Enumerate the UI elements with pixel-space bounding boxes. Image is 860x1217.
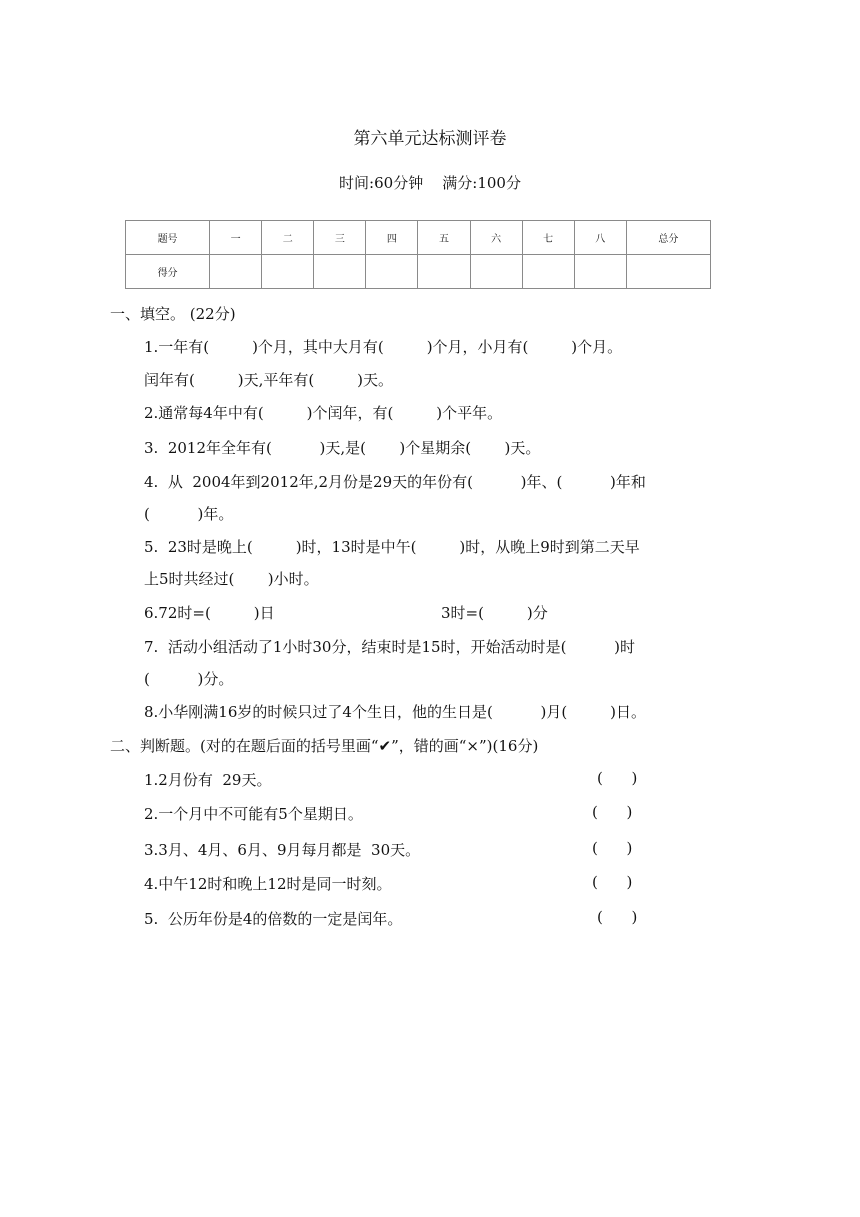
question-5-line-1: 5. 23时是晚上( )时，13时是中午( )时，从晚上9时到第二天早 — [144, 538, 640, 556]
question-8: 8.小华刚满16岁的时候只过了4个生日，他的生日是( )月( )日。 — [144, 703, 646, 721]
question-1-line-2: 闰年有( )天,平年有( )天。 — [144, 371, 394, 389]
score-table-score-row — [126, 255, 711, 289]
score-cell — [522, 255, 574, 289]
score-cell — [366, 255, 418, 289]
header-cell: 五 — [418, 221, 470, 255]
header-cell: 三 — [314, 221, 366, 255]
header-cell: 一 — [210, 221, 262, 255]
question-3: 3. 2012年全年有( )天,是( )个星期余( )天。 — [144, 439, 541, 457]
answer-parentheses: ( ) — [597, 908, 638, 926]
answer-parentheses: ( ) — [592, 839, 633, 857]
score-cell — [418, 255, 470, 289]
question-5-line-2: 上5时共经过( )小时。 — [144, 570, 319, 588]
score-cell — [210, 255, 262, 289]
score-cell — [574, 255, 626, 289]
question-6-part-1: 6.72时=( )日 — [144, 604, 275, 622]
score-table — [125, 220, 711, 289]
judge-item-3: 3.3月、4月、6月、9月每月都是 30天。 — [144, 841, 421, 859]
question-1-line-1: 1.一年有( )个月，其中大月有( )个月，小月有( )个月。 — [144, 338, 623, 356]
score-cell — [470, 255, 522, 289]
section-2-heading: 二、判断题。(对的在题后面的括号里画“✔”，错的画“×”)(16分) — [110, 737, 539, 755]
judge-item-2: 2.一个月中不可能有5个星期日。 — [144, 805, 363, 823]
header-cell: 四 — [366, 221, 418, 255]
judge-item-4: 4.中午12时和晚上12时是同一时刻。 — [144, 875, 392, 893]
score-cell — [262, 255, 314, 289]
exam-info: 时间:60分钟 满分:100分 — [339, 174, 521, 192]
question-7-line-1: 7. 活动小组活动了1小时30分，结束时是15时，开始活动时是( )时 — [144, 638, 635, 656]
row-label-cell: 得分 — [126, 255, 210, 289]
score-cell — [626, 255, 710, 289]
question-6-part-2: 3时=( )分 — [441, 604, 548, 622]
header-cell: 二 — [262, 221, 314, 255]
question-4-line-2: ( )年。 — [144, 505, 234, 523]
question-2: 2.通常每4年中有( )个闰年，有( )个平年。 — [144, 404, 503, 422]
judge-item-5: 5. 公历年份是4的倍数的一定是闰年。 — [144, 910, 403, 928]
header-cell: 八 — [574, 221, 626, 255]
answer-parentheses: ( ) — [597, 769, 638, 787]
section-1-heading: 一、填空。 (22分) — [110, 305, 236, 323]
question-4-line-1: 4. 从 2004年到2012年,2月份是29天的年份有( )年、( )年和 — [144, 473, 646, 491]
header-cell: 六 — [470, 221, 522, 255]
score-cell — [314, 255, 366, 289]
score-table-header-row — [126, 221, 711, 255]
header-cell: 总分 — [626, 221, 710, 255]
question-7-line-2: ( )分。 — [144, 670, 234, 688]
page-title: 第六单元达标测评卷 — [353, 129, 507, 149]
answer-parentheses: ( ) — [592, 873, 633, 891]
header-cell: 七 — [522, 221, 574, 255]
answer-parentheses: ( ) — [592, 803, 633, 821]
judge-item-1: 1.2月份有 29天。 — [144, 771, 272, 789]
header-cell: 题号 — [126, 221, 210, 255]
